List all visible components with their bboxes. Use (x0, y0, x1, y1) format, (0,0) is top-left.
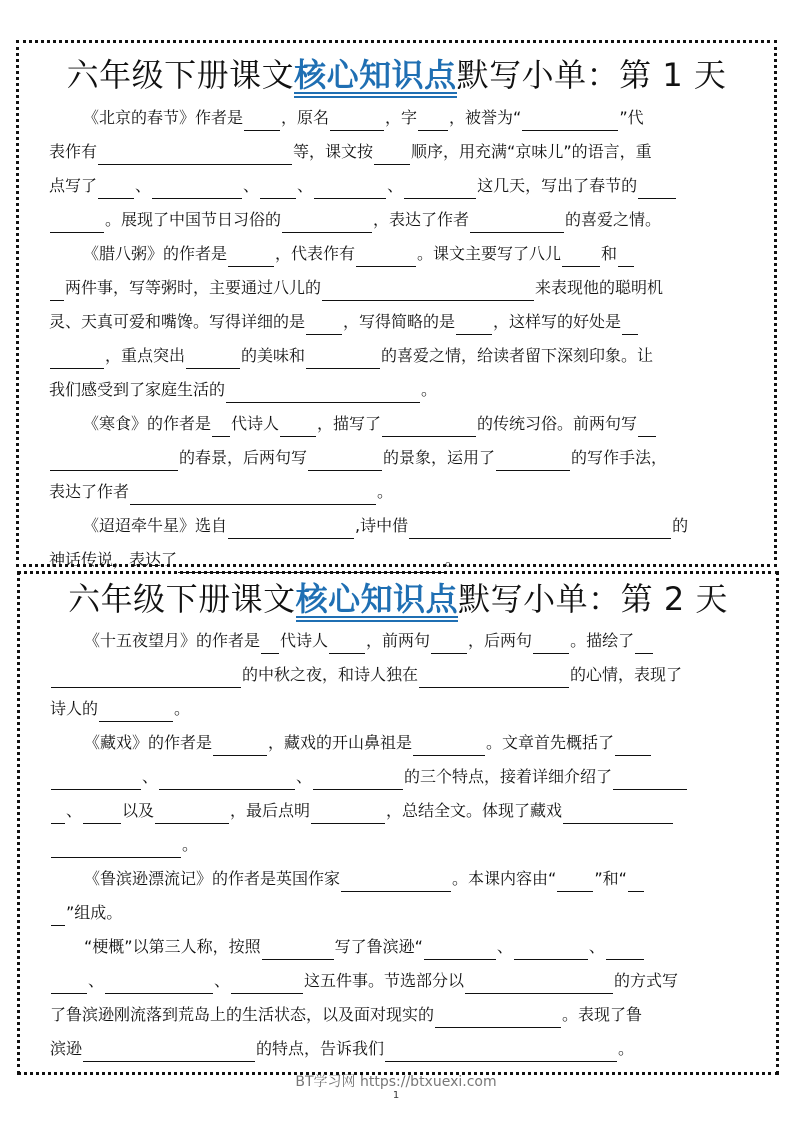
worksheet-text: 、 (88, 971, 105, 990)
worksheet-text: ，描写了 (317, 414, 382, 433)
fill-in-blank[interactable] (413, 733, 485, 756)
fill-in-blank[interactable] (329, 631, 365, 654)
worksheet-text: 《藏戏》的作者是 (84, 733, 213, 752)
worksheet-text: ，重点突出 (105, 346, 186, 365)
fill-in-blank[interactable] (155, 801, 229, 824)
fill-in-blank[interactable] (244, 108, 280, 131)
worksheet-text: 。课文主要写了八儿 (417, 244, 562, 263)
page-number: 1 (392, 1090, 400, 1101)
fill-in-blank[interactable] (186, 346, 240, 369)
worksheet-text: 《十五夜望月》的作者是 (84, 631, 261, 650)
worksheet-text: 。展现了中国节日习俗的 (105, 210, 282, 229)
day2-worksheet-box (17, 571, 779, 1075)
worksheet-text: 的特点，告诉我们 (256, 1039, 385, 1058)
fill-in-blank[interactable] (51, 801, 65, 824)
fill-in-blank[interactable] (557, 869, 593, 892)
day2-title-highlight: 核心知识点 (295, 580, 459, 618)
worksheet-text: 的传统习俗。前两句写 (477, 414, 638, 433)
paragraph-indent (50, 730, 84, 756)
worksheet-text: 两件事，写等粥时，主要通过八儿的 (65, 278, 322, 297)
paragraph-indent (50, 628, 84, 654)
text-line (50, 858, 748, 892)
fill-in-blank[interactable] (51, 767, 141, 790)
fill-in-blank[interactable] (409, 516, 671, 539)
text-line (49, 505, 746, 539)
fill-in-blank[interactable] (435, 1005, 561, 1028)
fill-in-blank[interactable] (374, 142, 410, 165)
fill-in-blank[interactable] (622, 312, 638, 335)
fill-in-blank[interactable] (105, 971, 213, 994)
fill-in-blank[interactable] (308, 448, 382, 471)
fill-in-blank[interactable] (99, 699, 173, 722)
worksheet-text: 、 (214, 971, 231, 990)
paragraph-indent (49, 105, 83, 131)
worksheet-text: 这五件事。节选部分以 (304, 971, 465, 990)
fill-in-blank[interactable] (330, 108, 384, 131)
paragraph-indent (50, 934, 84, 960)
fill-in-blank[interactable] (514, 937, 588, 960)
text-line (50, 620, 748, 654)
fill-in-blank[interactable] (178, 550, 444, 573)
text-line (50, 756, 748, 790)
worksheet-text: 、 (387, 176, 404, 195)
worksheet-text: 写了鲁滨逊“ (334, 937, 423, 956)
worksheet-text: 的中秋之夜，和诗人独在 (242, 665, 419, 684)
day2-content (50, 620, 748, 1062)
fill-in-blank[interactable] (213, 733, 267, 756)
fill-in-blank[interactable] (606, 937, 644, 960)
worksheet-text: 《腊八粥》的作者是 (83, 244, 228, 263)
fill-in-blank[interactable] (638, 176, 676, 199)
day1-title (19, 55, 774, 95)
worksheet-text: 的美味和 (241, 346, 306, 365)
text-line (49, 165, 746, 199)
fill-in-blank[interactable] (226, 380, 420, 403)
fill-in-blank[interactable] (50, 448, 178, 471)
worksheet-text: ，前两句 (366, 631, 431, 650)
worksheet-text: ，被誉为“ (449, 108, 522, 127)
worksheet-text: 《迢迢牵牛星》选自 (83, 516, 228, 535)
day1-title-suffix: 默写小单：第 1 天 (456, 56, 727, 94)
paragraph-indent (50, 866, 84, 892)
text-line (49, 97, 746, 131)
fill-in-blank[interactable] (50, 346, 104, 369)
fill-in-blank[interactable] (98, 142, 292, 165)
day1-title-highlight: 核心知识点 (294, 56, 457, 94)
worksheet-text: ，写得简略的是 (343, 312, 456, 331)
day2-title (20, 579, 776, 619)
fill-in-blank[interactable] (470, 210, 564, 233)
worksheet-text: 滨逊 (50, 1039, 83, 1058)
worksheet-text: 、 (243, 176, 260, 195)
fill-in-blank[interactable] (404, 176, 476, 199)
fill-in-blank[interactable] (533, 631, 569, 654)
worksheet-text: 、 (296, 767, 313, 786)
worksheet-text: ，字 (385, 108, 418, 127)
fill-in-blank[interactable] (306, 312, 342, 335)
worksheet-text: 。本课内容由“ (452, 869, 557, 888)
worksheet-text: 表作有 (49, 142, 98, 161)
text-line (50, 960, 748, 994)
fill-in-blank[interactable] (50, 210, 104, 233)
fill-in-blank[interactable] (356, 244, 416, 267)
worksheet-text: “梗概”以第三人称，按照 (84, 937, 261, 956)
worksheet-text: 。 (182, 835, 199, 854)
worksheet-text: 灵、天真可爱和嘴馋。写得详细的是 (49, 312, 306, 331)
fill-in-blank[interactable] (51, 665, 241, 688)
worksheet-text: 这几天，写出了春节的 (477, 176, 638, 195)
footer-site-text: BT学习网 https://btxuexi.com (295, 1074, 497, 1090)
fill-in-blank[interactable] (51, 903, 65, 926)
fill-in-blank[interactable] (152, 176, 242, 199)
worksheet-text: 的三个特点，接着详细介绍了 (404, 767, 613, 786)
text-line (49, 471, 746, 505)
worksheet-text: 表达了作者 (49, 482, 130, 501)
fill-in-blank[interactable] (418, 108, 448, 131)
text-line (50, 654, 748, 688)
fill-in-blank[interactable] (159, 767, 295, 790)
fill-in-blank[interactable] (638, 414, 656, 437)
text-line (49, 539, 746, 573)
worksheet-text: 。 (174, 699, 191, 718)
day2-title-prefix: 六年级下册课文 (68, 580, 296, 618)
paragraph-indent (49, 513, 83, 539)
fill-in-blank[interactable] (83, 1039, 255, 1062)
worksheet-text: 。文章首先概括了 (486, 733, 615, 752)
worksheet-text: ，表达了作者 (373, 210, 470, 229)
worksheet-text: 和 (601, 244, 618, 263)
text-line (49, 369, 746, 403)
fill-in-blank[interactable] (431, 631, 467, 654)
worksheet-text: 来表现他的聪明机 (535, 278, 664, 297)
fill-in-blank[interactable] (261, 631, 279, 654)
worksheet-text: 、 (588, 937, 605, 956)
text-line (50, 892, 748, 926)
text-line (50, 994, 748, 1028)
text-line (49, 403, 746, 437)
fill-in-blank[interactable] (260, 176, 296, 199)
fill-in-blank[interactable] (231, 971, 303, 994)
worksheet-text: 的喜爱之情，给读者留下深刻印象。让 (381, 346, 654, 365)
paragraph-indent (49, 411, 83, 437)
day1-worksheet-box (16, 40, 777, 567)
fill-in-blank[interactable] (314, 176, 386, 199)
fill-in-blank[interactable] (618, 244, 634, 267)
fill-in-blank[interactable] (635, 631, 653, 654)
worksheet-text: 的写作手法， (571, 448, 668, 467)
worksheet-text: ，最后点明 (230, 801, 311, 820)
fill-in-blank[interactable] (306, 346, 380, 369)
worksheet-text: 《北京的春节》作者是 (83, 108, 244, 127)
fill-in-blank[interactable] (51, 835, 181, 858)
worksheet-text: ，原名 (281, 108, 330, 127)
worksheet-text: 的景象，运用了 (383, 448, 496, 467)
worksheet-text: 点写了 (49, 176, 98, 195)
fill-in-blank[interactable] (83, 801, 121, 824)
worksheet-text: 、 (142, 767, 159, 786)
text-line (50, 790, 748, 824)
worksheet-text: 诗人的 (50, 699, 99, 718)
paragraph-indent (49, 241, 83, 267)
worksheet-text: ，这样写的好处是 (493, 312, 622, 331)
text-line (49, 267, 746, 301)
day1-title-prefix: 六年级下册课文 (66, 56, 295, 94)
worksheet-text: 顺序，用充满“京味儿”的语言，重 (411, 142, 652, 161)
text-line (49, 131, 746, 165)
fill-in-blank[interactable] (262, 937, 334, 960)
worksheet-text: 代诗人 (231, 414, 280, 433)
worksheet-text: 。 (421, 380, 438, 399)
fill-in-blank[interactable] (280, 414, 316, 437)
worksheet-text: ，藏戏的开山鼻祖是 (268, 733, 413, 752)
worksheet-text: 的心情，表现了 (570, 665, 683, 684)
fill-in-blank[interactable] (382, 414, 476, 437)
fill-in-blank[interactable] (212, 414, 230, 437)
fill-in-blank[interactable] (282, 210, 372, 233)
worksheet-text: 、 (135, 176, 152, 195)
fill-in-blank[interactable] (311, 801, 385, 824)
fill-in-blank[interactable] (615, 733, 651, 756)
text-line (49, 335, 746, 369)
worksheet-text: 、 (297, 176, 314, 195)
text-line (49, 199, 746, 233)
fill-in-blank[interactable] (496, 448, 570, 471)
fill-in-blank[interactable] (456, 312, 492, 335)
fill-in-blank[interactable] (98, 176, 134, 199)
worksheet-text: ，后两句 (468, 631, 533, 650)
text-line (49, 301, 746, 335)
text-line (50, 926, 748, 960)
worksheet-text: 的喜爱之情。 (565, 210, 662, 229)
worksheet-text: 以及 (122, 801, 155, 820)
text-line (50, 1028, 748, 1062)
fill-in-blank[interactable] (419, 665, 569, 688)
fill-in-blank[interactable] (385, 1039, 617, 1062)
worksheet-text: 《鲁滨逊漂流记》的作者是英国作家 (84, 869, 341, 888)
fill-in-blank[interactable] (563, 801, 673, 824)
text-line (50, 722, 748, 756)
fill-in-blank[interactable] (313, 767, 403, 790)
fill-in-blank[interactable] (522, 108, 618, 131)
worksheet-text: 。描绘了 (570, 631, 635, 650)
fill-in-blank[interactable] (562, 244, 600, 267)
worksheet-text: 。 (445, 550, 462, 569)
worksheet-text: ,诗中借 (355, 516, 409, 535)
worksheet-text: 《寒食》的作者是 (83, 414, 212, 433)
text-line (50, 688, 748, 722)
worksheet-text: ”组成。 (66, 903, 123, 922)
text-line (49, 233, 746, 267)
text-line (49, 437, 746, 471)
fill-in-blank[interactable] (424, 937, 496, 960)
worksheet-text: 代诗人 (280, 631, 329, 650)
fill-in-blank[interactable] (130, 482, 376, 505)
day1-content (49, 97, 746, 573)
fill-in-blank[interactable] (228, 244, 274, 267)
worksheet-text: ”和“ (594, 869, 627, 888)
text-line (50, 824, 748, 858)
worksheet-text: ”代 (619, 108, 644, 127)
worksheet-text: 我们感受到了家庭生活的 (49, 380, 226, 399)
worksheet-text: ，代表作有 (275, 244, 356, 263)
worksheet-text: 神话传说，表达了 (49, 550, 178, 569)
fill-in-blank[interactable] (228, 516, 354, 539)
worksheet-text: 的春景，后两句写 (179, 448, 308, 467)
fill-in-blank[interactable] (51, 971, 87, 994)
fill-in-blank[interactable] (322, 278, 534, 301)
fill-in-blank[interactable] (465, 971, 613, 994)
fill-in-blank[interactable] (50, 278, 64, 301)
fill-in-blank[interactable] (341, 869, 451, 892)
fill-in-blank[interactable] (628, 869, 644, 892)
day2-title-suffix: 默写小单：第 2 天 (458, 580, 728, 618)
worksheet-text: 。 (618, 1039, 635, 1058)
worksheet-text: ，总结全文。体现了藏戏 (386, 801, 563, 820)
worksheet-text: 。 (377, 482, 394, 501)
worksheet-text: 的方式写 (614, 971, 679, 990)
worksheet-text: 、 (66, 801, 83, 820)
worksheet-text: 的 (672, 516, 689, 535)
worksheet-text: 。表现了鲁 (562, 1005, 643, 1024)
fill-in-blank[interactable] (613, 767, 687, 790)
worksheet-text: 等，课文按 (293, 142, 374, 161)
worksheet-text: 、 (496, 937, 513, 956)
worksheet-text: 了鲁滨逊刚流落到荒岛上的生活状态，以及面对现实的 (50, 1005, 435, 1024)
